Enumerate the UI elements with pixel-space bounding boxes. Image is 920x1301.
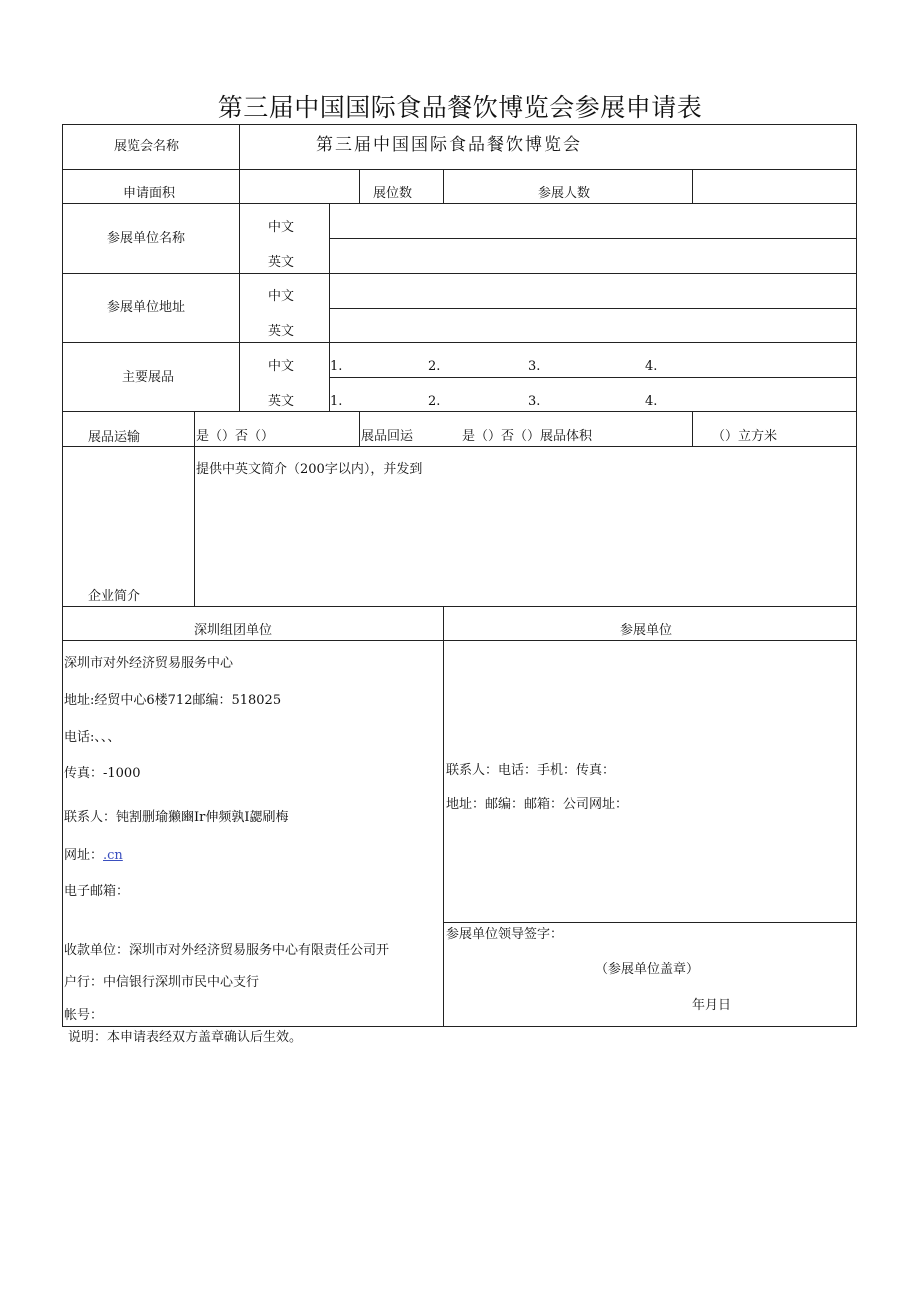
- company-name-cn-label: 中文: [268, 220, 295, 235]
- exhibitor-contact: 联系人：电话：手机：传真：: [446, 763, 616, 778]
- products-en-item-4: 4.: [645, 394, 658, 409]
- company-address-en-label: 英文: [268, 324, 295, 339]
- products-cn-label: 中文: [268, 359, 295, 374]
- organizer-contact: 联系人：钝割删瑜獭豳Ir伸频孰I勰刷梅: [64, 810, 289, 825]
- exhibition-name-label: 展览会名称: [114, 139, 180, 154]
- organizer-fax: 传真：-1000: [64, 766, 141, 781]
- products-en-item-1: 1.: [330, 394, 343, 409]
- organizer-website: [64, 848, 123, 864]
- exhibitor-seal: （参展单位盖章）: [595, 962, 700, 977]
- products-cn-item-2: 2.: [428, 359, 441, 374]
- products-en-item-2: 2.: [428, 394, 441, 409]
- exhibitor-signature: 参展单位领导签字：: [446, 927, 564, 942]
- company-name-label: 参展单位名称: [107, 231, 186, 246]
- profile-label: 企业简介: [88, 589, 141, 604]
- footer-note: 说明：本申请表经双方盖章确认后生效。: [68, 1030, 303, 1045]
- products-cn-item-1: 1.: [330, 359, 343, 374]
- area-label: 申请面积: [123, 186, 176, 201]
- company-address-label: 参展单位地址: [107, 300, 186, 315]
- company-address-cn-label: 中文: [268, 289, 295, 304]
- exhibitor-header: 参展单位: [620, 623, 673, 638]
- transport-label: 展品运输: [88, 430, 141, 445]
- booth-count-label: 展位数: [373, 186, 413, 201]
- organizer-bank: 户行：中信银行深圳市民中心支行: [64, 975, 260, 990]
- transport-options: 是（）否（）: [196, 429, 275, 444]
- organizer-website-link[interactable]: .cn: [103, 848, 123, 863]
- organizer-account: 帐号：: [64, 1008, 104, 1023]
- profile-note: 提供中英文简介（200字以内），并发到: [196, 462, 423, 477]
- products-cn-item-4: 4.: [645, 359, 658, 374]
- exhibition-name-value: 第三届中国国际食品餐饮博览会: [316, 135, 582, 155]
- products-label: 主要展品: [122, 370, 175, 385]
- products-en-label: 英文: [268, 394, 295, 409]
- organizer-phone: 电话:、、、: [64, 730, 121, 745]
- return-options: 是（）否（）展品体积: [462, 429, 593, 444]
- products-cn-item-3: 3.: [528, 359, 541, 374]
- form-title: 第三届中国国际食品餐饮博览会参展申请表: [217, 93, 703, 122]
- organizer-header: 深圳组团单位: [194, 623, 273, 638]
- organizer-name: 深圳市对外经济贸易服务中心: [64, 656, 234, 671]
- attendee-count-label: 参展人数: [538, 186, 591, 201]
- volume-unit: （）立方米: [712, 429, 778, 444]
- return-label: 展品回运: [361, 429, 414, 444]
- exhibitor-address: 地址：邮编：邮箱：公司网址：: [446, 797, 629, 812]
- organizer-address: 地址:经贸中心6楼712邮编：518025: [64, 693, 282, 708]
- organizer-website-label: 网址：: [64, 848, 104, 863]
- exhibitor-date: 年月日: [692, 998, 732, 1013]
- organizer-payee: 收款单位：深圳市对外经济贸易服务中心有限责任公司开: [64, 943, 390, 958]
- products-en-item-3: 3.: [528, 394, 541, 409]
- organizer-email: 电子邮箱：: [64, 884, 130, 899]
- company-name-en-label: 英文: [268, 255, 295, 270]
